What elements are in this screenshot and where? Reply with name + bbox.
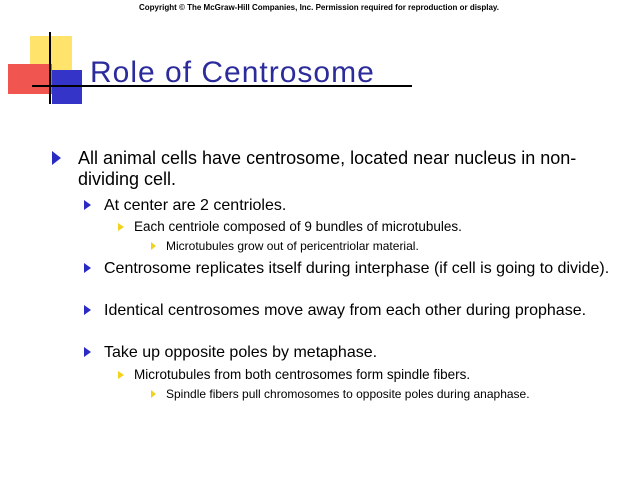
slide-title: Role of Centrosome (90, 56, 375, 89)
bullet-text: Identical centrosomes move away from each other during prophase. (104, 302, 587, 319)
bullet-marker-icon (84, 305, 91, 315)
bullet-marker-icon (84, 200, 91, 210)
bullet-item (134, 219, 624, 235)
bullet-text: Take up opposite poles by metaphase. (104, 344, 378, 361)
copyright-notice: Copyright © The McGraw-Hill Companies, Inc. Permission required for reproduction or display. (138, 3, 500, 12)
bullet-text: Microtubules from both centrosomes form spindle fibers. (134, 367, 471, 382)
decor-vertical-line (49, 32, 51, 104)
bullet-text: Spindle fibers pull chromosomes to opposite poles during anaphase. (166, 387, 530, 401)
bullet-marker-icon (118, 371, 124, 379)
bullet-text: Each centriole composed of 9 bundles of microtubules. (134, 219, 462, 234)
bullet-item (104, 259, 624, 278)
bullet-item (104, 301, 624, 320)
decor-blue-square (52, 70, 82, 104)
bullet-item (166, 239, 626, 253)
bullet-item (104, 196, 624, 215)
bullet-marker-icon (52, 151, 61, 165)
bullet-text: Centrosome replicates itself during interphase (if cell is going to divide). (104, 260, 610, 277)
bullet-text: Microtubules grow out of pericentriolar material. (166, 239, 419, 253)
bullet-marker-icon (84, 347, 91, 357)
decor-red-square (8, 64, 52, 94)
bullet-marker-icon (151, 242, 156, 250)
bullet-item (166, 387, 626, 401)
bullet-marker-icon (84, 263, 91, 273)
bullet-text: At center are 2 centrioles. (104, 197, 287, 214)
bullet-marker-icon (151, 390, 156, 398)
bullet-item (78, 148, 628, 190)
bullet-marker-icon (118, 223, 124, 231)
bullet-item (134, 367, 624, 383)
bullet-item (104, 343, 624, 362)
bullet-text: All animal cells have centrosome, located near nucleus in non-dividing cell. (78, 148, 577, 189)
